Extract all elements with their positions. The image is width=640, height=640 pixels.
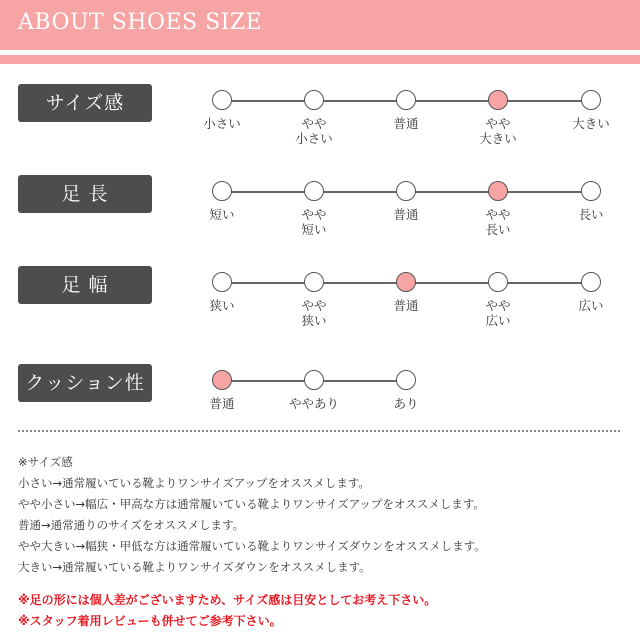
scale-dot <box>212 90 232 110</box>
tick-label: あり <box>393 396 419 411</box>
scale-dot <box>304 370 324 390</box>
scale-dot-selected <box>488 90 508 110</box>
warnings <box>18 590 628 632</box>
tick-label: 広い <box>578 298 604 313</box>
scale-dot <box>396 181 416 201</box>
tick-label: 長い <box>578 207 604 222</box>
tick-label: ややあり <box>288 396 339 411</box>
tick-label: やや 狭い <box>301 298 327 328</box>
notes-heading: ※サイズ感 <box>18 455 73 469</box>
scale-dot <box>396 370 416 390</box>
note-line: 大きい→通常履いている靴よりワンサイズダウンをオススメします。 <box>18 560 371 574</box>
size-feel-label: サイズ感 <box>18 84 152 122</box>
scale-dot-selected <box>488 181 508 201</box>
foot-width-row <box>0 262 640 342</box>
note-line: やや小さい→幅広・甲高な方は通常履いている靴よりワンサイズアップをオススメします。 <box>18 497 485 511</box>
foot-length-row <box>0 171 640 251</box>
scale-dot-selected <box>212 370 232 390</box>
scale-dot <box>581 272 601 292</box>
tick-label: やや 広い <box>485 298 511 328</box>
tick-label: 小さい <box>203 116 241 131</box>
note-line: やや大きい→幅狭・甲低な方は通常履いている靴よりワンサイズダウンをオススメします。 <box>18 539 486 553</box>
tick-label: 普通 <box>393 207 419 222</box>
note-line: 普通→通常通りのサイズをオススメします。 <box>18 518 245 532</box>
tick-label: 普通 <box>393 116 419 131</box>
tick-label: やや 大きい <box>479 116 517 146</box>
scale-dot-selected <box>396 272 416 292</box>
cushion-label: クッション性 <box>18 364 152 402</box>
tick-label: 大きい <box>572 116 610 131</box>
scale-dot <box>212 272 232 292</box>
scale-dot <box>581 90 601 110</box>
tick-label: やや 小さい <box>295 116 333 146</box>
scale-dot <box>304 90 324 110</box>
foot-width-label: 足 幅 <box>18 266 152 304</box>
header-bar <box>0 0 640 50</box>
warning-line: ※スタッフ着用レビューも併せてご参考下さい。 <box>18 614 282 628</box>
dotted-divider <box>18 430 620 432</box>
tick-label: やや 短い <box>301 207 327 237</box>
note-line: 小さい→通常履いている靴よりワンサイズアップをオススメします。 <box>18 476 370 490</box>
page-title: ABOUT SHOES SIZE <box>18 10 263 35</box>
tick-label: 狭い <box>209 298 235 313</box>
scale-dot <box>396 90 416 110</box>
header-stripe <box>0 55 640 64</box>
tick-label: やや 長い <box>485 207 511 237</box>
foot-length-label: 足 長 <box>18 175 152 213</box>
size-notes <box>18 452 628 578</box>
tick-label: 普通 <box>393 298 419 313</box>
scale-dot <box>304 181 324 201</box>
tick-label: 普通 <box>209 396 235 411</box>
cushion-row <box>0 360 640 440</box>
scale-dot <box>304 272 324 292</box>
tick-label: 短い <box>209 207 235 222</box>
scale-dot <box>488 272 508 292</box>
warning-line: ※足の形には個人差がございますため、サイズ感は目安としてお考え下さい。 <box>18 593 437 607</box>
scale-dot <box>581 181 601 201</box>
scale-dot <box>212 181 232 201</box>
size-feel-row <box>0 80 640 160</box>
